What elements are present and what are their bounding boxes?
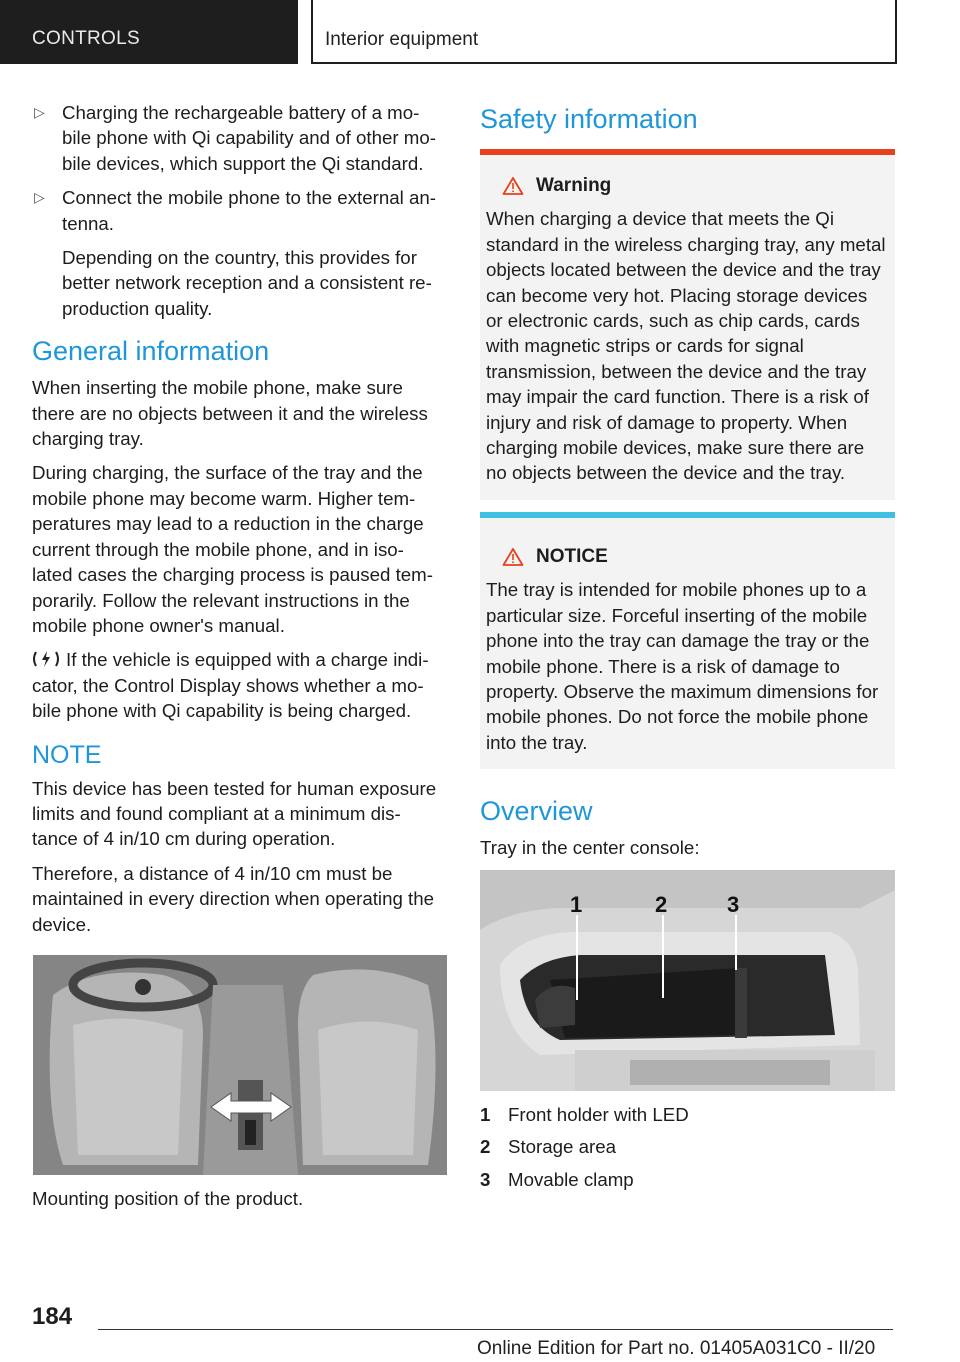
figure-caption: Mounting position of the product. [32,1188,304,1209]
figure-legend [480,1102,895,1199]
bullet-triangle-icon: ▷ [34,189,45,206]
charge-indicator-paragraph: If the vehicle is equipped with a charge indi- cator, the Control Display shows whether a mo- bile phone with Qi capability is being charged. [32,649,429,722]
notice-text: The tray is intended for mobile phones up to a particular size. Forceful inserting of the mobile phone into the tray can damage the tray or the mobile phone. There is a risk of damage to property. Observe the maximum dimensions for mobile phones. Do not force the mobile phone into the tray. [486,579,879,753]
bullet-item [32,185,447,321]
legend-item [480,1134,895,1159]
warning-title-row [486,173,889,198]
figure-label-3: 3 [727,892,740,917]
notice-triangle-icon [502,547,524,567]
right-column [480,103,895,870]
general-paragraph: When inserting the mobile phone, make sure there are no objects between it and the wireless charging tray. [32,377,428,450]
left-column [32,100,447,946]
notice-title: NOTICE [536,545,608,567]
warning-triangle-icon [502,176,524,196]
legend-label: Front holder with LED [508,1104,689,1125]
warning-box [480,155,895,500]
notice-title-row [486,544,889,569]
general-heading: General information [32,336,270,367]
bullet-triangle-icon: ▷ [34,104,45,120]
legend-number: 3 [480,1168,491,1190]
figure-label-1: 1 [570,892,583,917]
bullet-text: Charging the rechargeable battery of a mo- bile phone with Qi capability and of other mo- bile devices, which support the Qi standard. [62,102,436,174]
legend-label: Movable clamp [508,1168,634,1190]
figure-caption-block [32,1186,447,1220]
edition-text: Online Edition for Part no. 01405A031C0 - II/20 [477,1338,876,1359]
footer-divider [98,1329,893,1330]
safety-heading: Safety information [480,104,698,134]
overview-heading: Overview [480,796,593,827]
general-paragraph: During charging, the surface of the tray and the mobile phone may become warm. Higher tem- peratures may lead to a reduction in the charge current through the mobile phone, and in iso- lated cases the charging process is paused tem- porarily. Follow the relevant instructions in the mobile phone owner's manual. [32,462,433,636]
mounting-position-figure [33,955,447,1175]
note-paragraph: Therefore, a distance of 4 in/10 cm must be maintained in every direction when operating the device. [32,862,435,935]
note-paragraph: This device has been tested for human exposure limits and found compliant at a minimum dis- tance of 4 in/10 cm during operation. [32,777,437,850]
chapter-title: Interior equipment [325,29,479,50]
warning-title: Warning [536,175,612,196]
chapter-tab [311,0,897,64]
legend-number: 2 [480,1136,491,1158]
car-interior-illustration [33,955,447,1175]
note-heading: NOTE [32,740,102,769]
wireless-charge-icon [32,649,60,669]
section-title: CONTROLS [32,28,140,49]
figure-label-2: 2 [655,892,668,917]
warning-text: When charging a device that meets the Qi standard in the wireless charging tray, any metal objects located between the device and the tray can become very hot. Placing storage devices or electronic cards, such as chip cards, cards with magnetic strips or cards for signal transmission, between the device and the tray may impair the card function. There is a risk of injury and risk of damage to property. When charging mobile devices, make sure there are no objects between the device and the tray. [486,208,886,484]
overview-intro: Tray in the center console: [480,837,700,859]
bullet-item [32,100,447,176]
legend-item [480,1167,895,1192]
page-number: 184 [32,1303,73,1330]
notice-box [480,518,895,769]
section-tab [0,0,298,64]
tray-figure [480,870,895,1091]
bullet-text: Depending on the country, this provides for better network reception and a consistent re- production quality. [62,247,432,319]
legend-item [480,1102,895,1127]
bullet-text: Connect the mobile phone to the external an- tenna. [62,187,436,234]
legend-number: 1 [480,1104,491,1125]
legend-label: Storage area [508,1136,617,1158]
tray-illustration [480,870,895,1091]
